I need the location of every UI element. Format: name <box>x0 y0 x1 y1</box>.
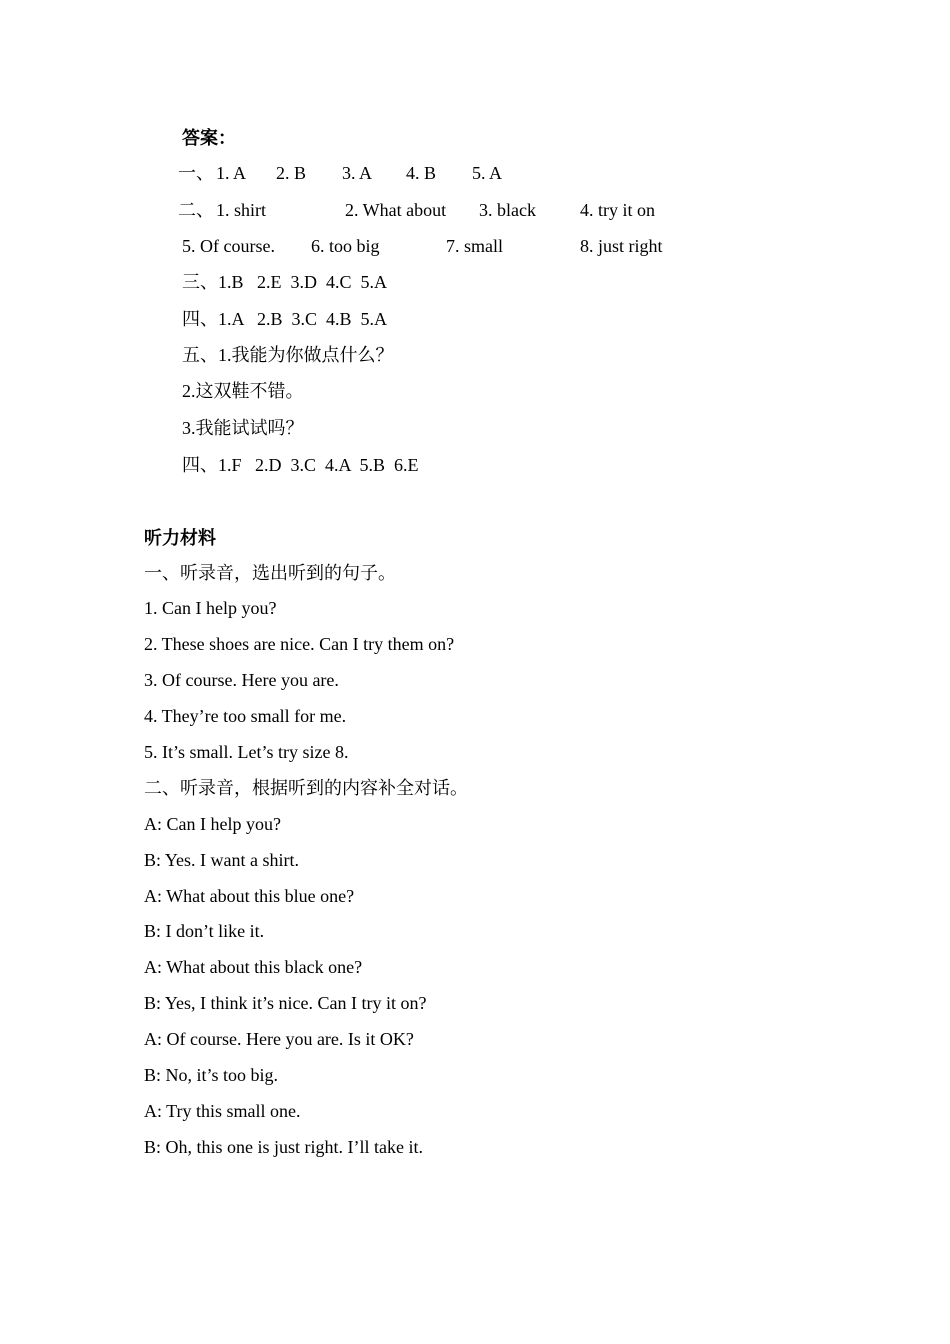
listening-part-1-line: 5. It’s small. Let’s try size 8. <box>144 742 349 762</box>
answers-section-3: 三、1.B 2.E 3.D 4.C 5.A <box>182 272 388 292</box>
listening-heading: 听力材料 <box>144 528 216 548</box>
section-1-item: 5. A <box>472 163 503 183</box>
section-2-item: 3. black <box>479 200 536 220</box>
section-1-label: 一、 <box>178 163 214 183</box>
dialogue-line: B: Yes. I want a shirt. <box>144 850 300 870</box>
dialogue-line: B: Yes, I think it’s nice. Can I try it on? <box>144 993 427 1013</box>
section-2-item: 1. shirt <box>216 200 267 220</box>
answers-section-5-line: 2.这双鞋不错。 <box>182 381 304 401</box>
dialogue-line: B: I don’t like it. <box>144 921 265 941</box>
section-2-item: 4. try it on <box>580 200 655 220</box>
listening-part-1-line: 2. These shoes are nice. Can I try them on? <box>144 634 455 654</box>
listening-part-1-line: 1. Can I help you? <box>144 598 277 618</box>
dialogue-line: B: Oh, this one is just right. I’ll take it. <box>144 1137 423 1157</box>
section-1-item: 2. B <box>276 163 307 183</box>
listening-part-1-line: 4. They’re too small for me. <box>144 706 347 726</box>
answers-section-5-line: 3.我能试试吗？ <box>182 418 304 438</box>
section-2-item: 5. Of course. <box>182 236 275 256</box>
listening-part-1-title: 一、听录音，选出听到的句子。 <box>144 563 396 583</box>
listening-part-1-line: 3. Of course. Here you are. <box>144 670 339 690</box>
dialogue-line: A: What about this black one? <box>144 957 363 977</box>
section-2-item: 6. too big <box>311 236 380 256</box>
dialogue-line: A: Can I help you? <box>144 814 281 834</box>
dialogue-line: A: Of course. Here you are. Is it OK? <box>144 1029 414 1049</box>
section-2-item: 8. just right <box>580 236 663 256</box>
dialogue-line: A: What about this blue one? <box>144 886 355 906</box>
dialogue-line: B: No, it’s too big. <box>144 1065 279 1085</box>
section-2-item: 7. small <box>446 236 503 256</box>
answers-section-4: 四、1.A 2.B 3.C 4.B 5.A <box>182 309 388 329</box>
dialogue-line: A: Try this small one. <box>144 1101 301 1121</box>
section-2-item: 2. What about <box>345 200 447 220</box>
answers-section-5-line: 五、1.我能为你做点什么？ <box>182 345 394 365</box>
answers-heading: 答案： <box>182 128 236 148</box>
answers-section-6: 四、1.F 2.D 3.C 4.A 5.B 6.E <box>182 455 419 475</box>
section-2-label: 二、 <box>178 200 214 220</box>
listening-part-2-title: 二、听录音，根据听到的内容补全对话。 <box>144 778 468 798</box>
section-1-item: 1. A <box>216 163 247 183</box>
section-1-item: 4. B <box>406 163 437 183</box>
section-1-item: 3. A <box>342 163 373 183</box>
